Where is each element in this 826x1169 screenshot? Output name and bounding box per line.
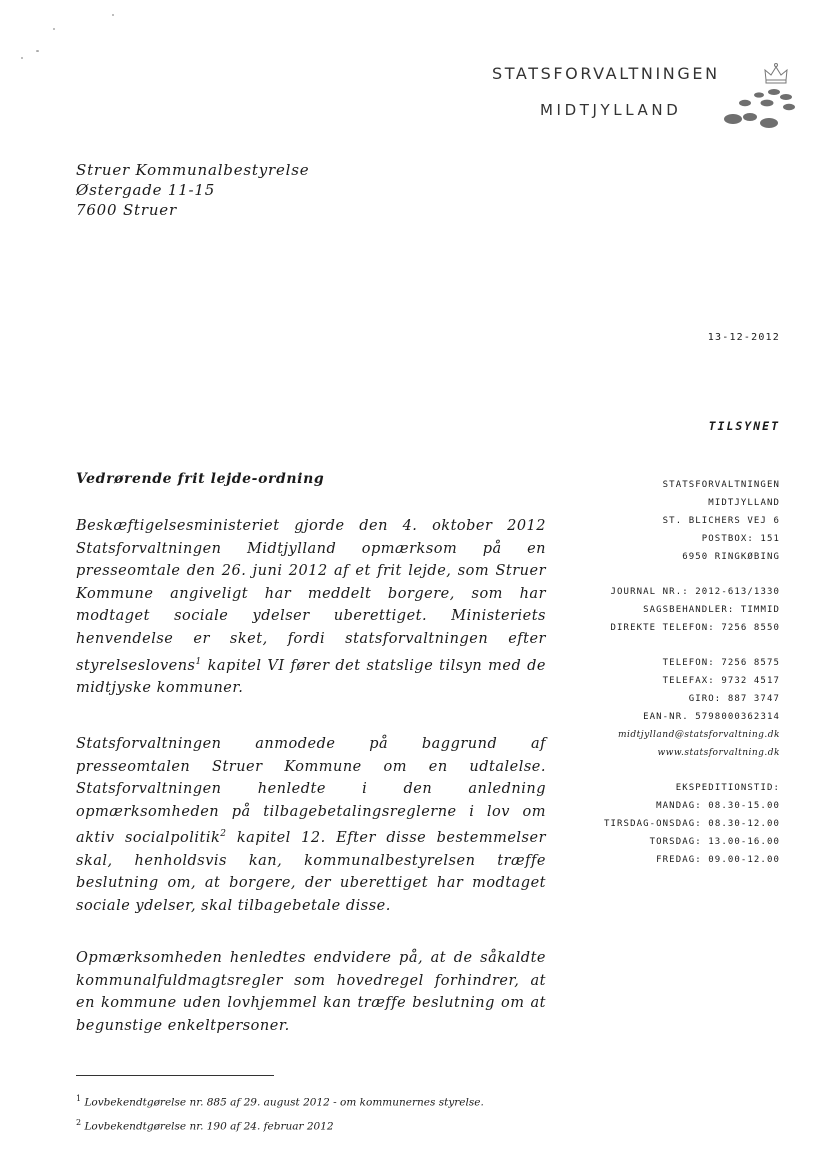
letter-date: 13-12-2012 [707, 332, 780, 343]
paragraph-2: Statsforvaltningen anmodede på baggrund af presseomtalen Struer Kommune om en udtalelse. Statsforvaltningen henledte i den anledning opmærksomheden på tilbagebetalingsreglerne i lov om aktiv socialpolitik$^2$ kapitel 12. Efter disse bestemmelser skal, henholdsvis kan, kommunalbestyrelsen træffe beslutning om, at borgere, der uberettiget har modtaget sociale ydelser, skal tilbagebetale disse. [76, 736, 547, 914]
recipient-city: 7600 Struer [76, 201, 177, 219]
org-name: STATSFORVALTNINGEN [492, 64, 720, 83]
subject-heading: Vedrørende frit lejde-ordning [76, 471, 325, 487]
direct-phone: DIREKTE TELEFON: 7256 8550 [610, 623, 780, 633]
logo-dots-icon [722, 86, 798, 132]
crown-icon [762, 62, 790, 86]
giro: GIRO: 887 3747 [688, 694, 780, 704]
hours-title: EKSPEDITIONSTID: [675, 783, 780, 793]
sender-line: 6950 RINGKØBING [682, 552, 780, 562]
journal-number: JOURNAL NR.: 2012-613/1330 [610, 587, 780, 597]
paragraph-3: Opmærksomheden henledtes endvidere på, at de såkaldte kommunalfuldmagtsregler som hovedregel forhindrer, at en kommune uden lovhjemmel kan træffe beslutning om at begunstige enkeltpersoner. [76, 950, 546, 1034]
phone: TELEFON: 7256 8575 [662, 658, 780, 668]
footnote-ref-2: 2 [220, 829, 227, 840]
hours-monday: MANDAG: 08.30-15.00 [656, 801, 780, 811]
footnotes [76, 1089, 484, 1136]
case-handler: SAGSBEHANDLER: TIMMID [643, 605, 780, 615]
sender-line: POSTBOX: 151 [701, 534, 780, 544]
hours-thursday: TORSDAG: 13.00-16.00 [649, 837, 780, 847]
email-link[interactable]: midtjylland@statsforvaltning.dk [618, 730, 780, 740]
footnote-ref-1: 1 [195, 656, 202, 667]
website-link[interactable]: www.statsforvaltning.dk [657, 748, 780, 758]
hours-friday: FREDAG: 09.00-12.00 [656, 855, 780, 865]
ean-number: EAN-NR. 5798000362314 [643, 712, 780, 722]
paragraph-1: Beskæftigelsesministeriet gjorde den 4. oktober 2012 Statsforvaltningen Midtjylland opmærksom på en presseomtale den 26. juni 2012 af et frit lejde, som Struer Kommune angiveligt har meddelt borgere, som har modtaget sociale ydelser uberettiget. Ministeriets henvendelse er sket, fordi statsforvaltningen efter styrelseslovens$^1$ kapitel VI fører det statslige tilsyn med de midtjyske kommuner. [76, 518, 546, 696]
org-region: MIDTJYLLAND [540, 101, 682, 119]
section-label: TILSYNET [708, 419, 780, 433]
sender-line: ST. BLICHERS VEJ 6 [662, 516, 780, 526]
hours-tue-wed: TIRSDAG-ONSDAG: 08.30-12.00 [604, 819, 780, 829]
recipient-address [76, 160, 309, 220]
recipient-name: Struer Kommunalbestyrelse [76, 161, 310, 179]
sender-line: MIDTJYLLAND [708, 498, 780, 508]
sender-info [530, 476, 780, 869]
footnote-2: $^2$ Lovbekendtgørelse nr. 190 af 24. februar 2012 [76, 1117, 334, 1132]
footnote-1: $^1$ Lovbekendtgørelse nr. 885 af 29. august 2012 - om kommunernes styrelse. [76, 1094, 484, 1109]
recipient-street: Østergade 11-15 [76, 181, 216, 199]
sender-line: STATSFORVALTNINGEN [662, 480, 780, 490]
fax: TELEFAX: 9732 4517 [662, 676, 780, 686]
footnote-divider [76, 1075, 274, 1076]
